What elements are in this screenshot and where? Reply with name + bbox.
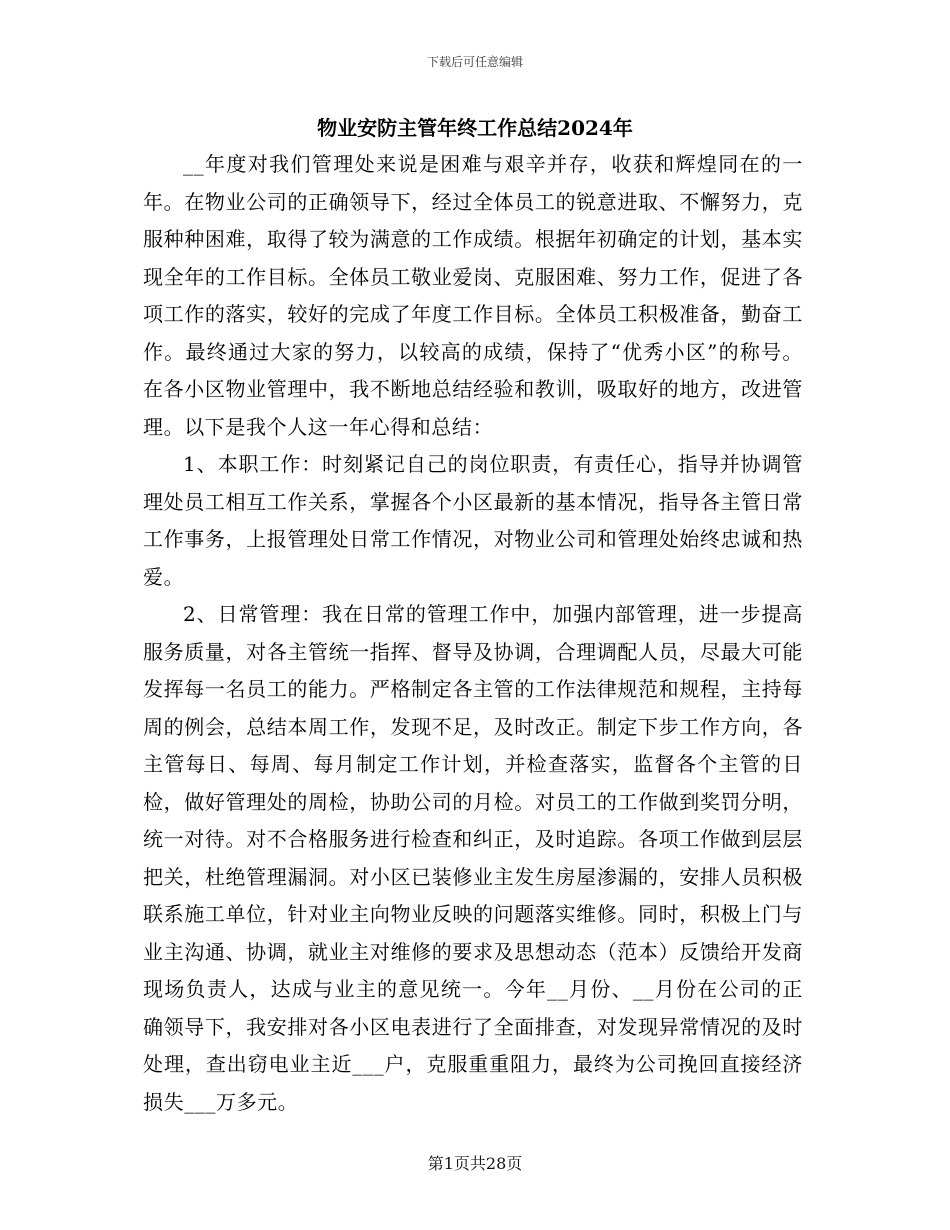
page-number: 第1页共28页 — [427, 1154, 523, 1173]
document-title: 物业安防主管年终工作总结2024年 — [317, 116, 633, 140]
paragraph-duty: 1、本职工作：时刻紧记自己的岗位职责，有责任心，指导并协调管理处员工相互工作关系，掌握各个小区最新的基本情况，指导各主管日常工作事务，上报管理处日常工作情况，对物业公司和管理处始终忠诚和热爱。 — [143, 452, 803, 589]
document-body — [143, 146, 803, 1121]
header-note: 下载后可任意编辑 — [426, 55, 523, 69]
paragraph-intro: __年度对我们管理处来说是困难与艰辛并存，收获和辉煌同在的一年。在物业公司的正确领导下，经过全体员工的锐意进取、不懈努力，克服种种困难，取得了较为满意的工作成绩。根据年初确定的计划，基本实现全年的工作目标。全体员工敬业爱岗、克服困难、努力工作，促进了各项工作的落实，较好的完成了年度工作目标。全体员工积极准备，勤奋工作。最终通过大家的努力，以较高的成绩，保持了“优秀小区”的称号。在各小区物业管理中，我不断地总结经验和教训，吸取好的地方，改进管理。以下是我个人这一年心得和总结： — [143, 152, 803, 439]
paragraph-daily-management: 2、日常管理：我在日常的管理工作中，加强内部管理，进一步提高服务质量，对各主管统一指挥、督导及协调，合理调配人员，尽最大可能发挥每一名员工的能力。严格制定各主管的工作法律规范和规程，主持每周的例会，总结本周工作，发现不足，及时改正。制定下步工作方向，各主管每日、每周、每月制定工作计划，并检查落实，监督各个主管的日检，做好管理处的周检，协助公司的月检。对员工的工作做到奖罚分明，统一对待。对不合格服务进行检查和纠正，及时追踪。各项工作做到层层把关，杜绝管理漏洞。对小区已装修业主发生房屋渗漏的，安排人员积极联系施工单位，针对业主向物业反映的问题落实维修。同时，积极上门与业主沟通、协调，就业主对维修的要求及思想动态（范本）反馈给开发商现场负责人，达成与业主的意见统一。今年__月份、__月份在公司的正确领导下，我安排对各小区电表进行了全面排查，对发现异常情况的及时处理，查出窃电业主近___户，克服重重阻力，最终为公司挽回直接经济损失___万多元。 — [143, 602, 803, 1114]
